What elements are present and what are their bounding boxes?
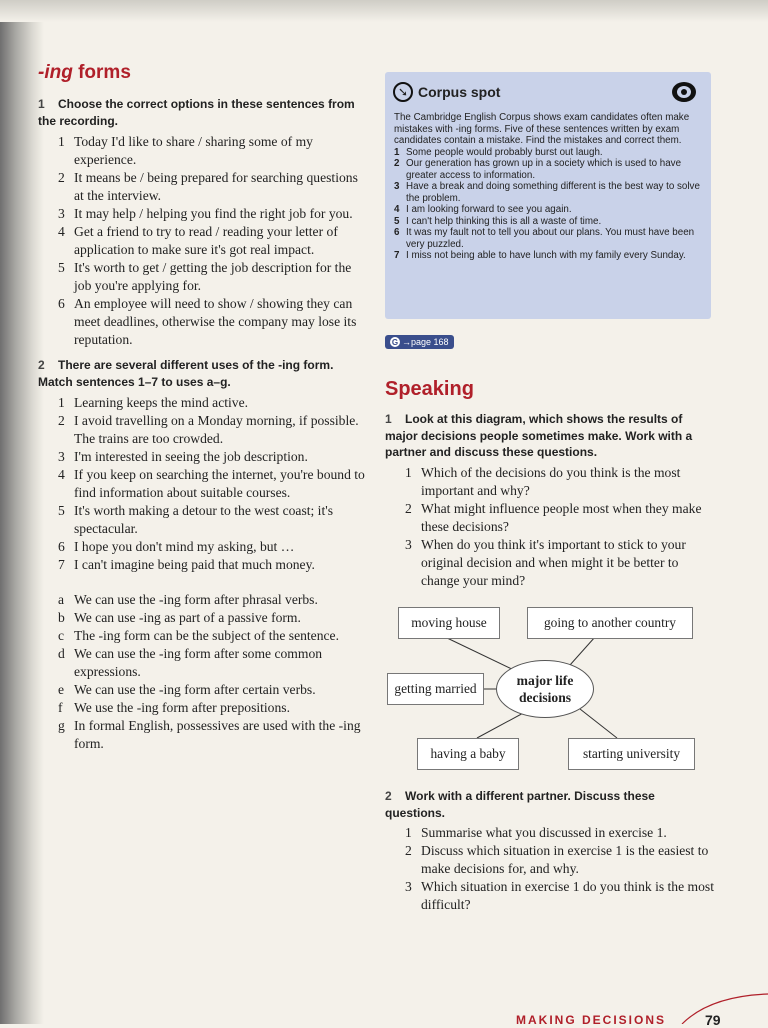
- item-number: 5: [58, 503, 65, 518]
- item-number: 1: [394, 146, 400, 158]
- item-text: Which situation in exercise 1 do you think is the most difficult?: [421, 879, 714, 912]
- center-line-1: major life: [516, 673, 574, 688]
- starting-university-box: [568, 738, 695, 770]
- item-number: e: [58, 682, 65, 697]
- list-item: [38, 205, 368, 223]
- item-number: 5: [58, 260, 65, 275]
- moving-house-box: [398, 607, 500, 639]
- list-item: [38, 169, 368, 205]
- ing-forms-column: [38, 62, 368, 753]
- item-text: When do you think it's important to stick to your original decision and when might it be better to change your mind?: [421, 536, 686, 588]
- decisions-diagram: [385, 605, 705, 773]
- list-item: [38, 466, 368, 502]
- footer-curve: [680, 992, 768, 1024]
- list-item: [394, 204, 706, 216]
- list-item: [38, 295, 368, 349]
- item-text: Today I'd like to share / sharing some of my experience.: [74, 134, 313, 167]
- item-number: 4: [58, 224, 65, 239]
- center-line-2: decisions: [518, 690, 572, 705]
- ing-title-prefix: -ing: [38, 62, 73, 83]
- item-number: 3: [405, 879, 412, 894]
- exercise-number: 2: [38, 358, 45, 372]
- instruction-text: Work with a different partner. Discuss these questions.: [385, 789, 655, 820]
- list-item: [385, 536, 715, 590]
- ing-exercise-1: [38, 96, 368, 349]
- page-top-shadow: [0, 0, 768, 22]
- list-item: [394, 158, 706, 181]
- having-baby-label: having a baby: [430, 746, 506, 761]
- item-text: Learning keeps the mind active.: [74, 395, 249, 410]
- item-number: 2: [58, 170, 65, 185]
- corpus-body: [394, 112, 706, 262]
- item-number: 2: [58, 413, 65, 428]
- moving-house-label: moving house: [411, 615, 487, 630]
- speaking-ex1-list: [385, 464, 715, 590]
- ing-ex1-instruction: [38, 96, 368, 129]
- list-item: [38, 556, 368, 574]
- item-number: 7: [394, 250, 400, 261]
- speaking-ex1-instruction: [385, 411, 715, 461]
- item-text: I hope you don't mind my asking, but …: [74, 539, 295, 554]
- list-item: [38, 538, 368, 556]
- item-number: 1: [405, 825, 412, 840]
- list-item: [394, 147, 706, 159]
- item-number: 2: [405, 843, 412, 858]
- item-number: 3: [58, 206, 65, 221]
- starting-university-label: starting university: [582, 746, 681, 761]
- speaking-exercise-2: [385, 788, 715, 914]
- item-text: In formal English, possessives are used with the -ing form.: [74, 718, 361, 751]
- list-item: [38, 717, 368, 753]
- item-number: 3: [405, 536, 412, 552]
- speaking-ex2-instruction: [385, 788, 715, 821]
- list-item: [38, 502, 368, 538]
- item-text: What might influence people most when they make these decisions?: [421, 500, 702, 534]
- having-baby-box: [417, 738, 519, 770]
- item-text: Get a friend to try to read / reading your letter of application to make sure it's got real impact.: [74, 224, 338, 257]
- list-item: [385, 464, 715, 500]
- corpus-spot-box: [385, 72, 711, 319]
- ing-forms-heading: [38, 62, 368, 84]
- item-number: b: [58, 610, 65, 625]
- list-item: [38, 259, 368, 295]
- eye-icon: [669, 80, 699, 104]
- item-text: An employee will need to show / showing they can meet deadlines, otherwise the company may lose its reputation.: [74, 296, 357, 347]
- item-number: 1: [405, 464, 412, 480]
- ing-ex1-list: [38, 133, 368, 349]
- list-item: [38, 591, 368, 609]
- list-item: [394, 227, 706, 250]
- item-number: 2: [405, 500, 412, 516]
- item-number: c: [58, 628, 65, 643]
- getting-married-label: getting married: [394, 681, 477, 696]
- major-life-decisions-node: [496, 660, 594, 718]
- ing-ex2-list: [38, 394, 368, 574]
- ing-title-suffix: forms: [72, 62, 131, 83]
- item-text: It was my fault not to tell you about our plans. You must have been very puzzled.: [406, 227, 695, 250]
- list-item: [385, 842, 715, 878]
- page-number: 79: [705, 1012, 721, 1028]
- ing-exercise-2: [38, 357, 368, 753]
- item-text: If you keep on searching the internet, you're bound to find information about suitable courses.: [74, 467, 365, 500]
- list-item: [385, 878, 715, 914]
- item-text: Discuss which situation in exercise 1 is the easiest to make decisions for, and why.: [421, 843, 709, 876]
- item-number: 6: [58, 296, 65, 311]
- page-link-label: page 168: [411, 337, 449, 347]
- item-number: 3: [394, 181, 400, 192]
- item-text: I am looking forward to see you again.: [406, 204, 572, 215]
- item-text: We can use the -ing form after certain verbs.: [74, 682, 316, 697]
- instruction-text: There are several different uses of the -ing form. Match sentences 1–7 to uses a–g.: [38, 358, 334, 389]
- list-item: [38, 223, 368, 259]
- list-item: [38, 133, 368, 169]
- item-text: Have a break and doing something different is the best way to solve the problem.: [406, 181, 700, 204]
- list-item: [38, 681, 368, 699]
- item-text: The -ing form can be the subject of the sentence.: [74, 628, 339, 643]
- item-text: It means be / being prepared for searching questions at the interview.: [74, 170, 358, 203]
- item-text: Which of the decisions do you think is the most important and why?: [421, 464, 681, 498]
- item-number: 1: [58, 395, 65, 410]
- ing-ex2-instruction: [38, 357, 368, 390]
- item-number: 7: [58, 557, 65, 572]
- list-item: [38, 412, 368, 448]
- list-item: [394, 250, 706, 262]
- instruction-text: Look at this diagram, which shows the results of major decisions people sometimes make. Work with a partner and discuss these questions.: [385, 412, 693, 459]
- speaking-section: [385, 378, 715, 590]
- item-text: Some people would probably burst out laugh.: [406, 146, 603, 158]
- another-country-box: [527, 607, 693, 639]
- item-number: 3: [58, 449, 65, 464]
- list-item: [394, 216, 706, 228]
- corpus-list: [394, 147, 706, 262]
- item-number: 6: [58, 539, 65, 554]
- list-item: [394, 181, 706, 204]
- list-item: [38, 699, 368, 717]
- ing-ex2-uses-list: [38, 591, 368, 753]
- list-item: [38, 448, 368, 466]
- item-text: I can't imagine being paid that much money.: [74, 557, 315, 572]
- item-number: g: [58, 718, 65, 733]
- exercise-number: 1: [385, 412, 392, 426]
- item-number: 2: [394, 158, 400, 169]
- item-text: Our generation has grown up in a society which is used to have greater access to information.: [406, 158, 682, 181]
- item-text: Summarise what you discussed in exercise 1.: [421, 825, 667, 840]
- item-number: d: [58, 646, 65, 661]
- item-number: 4: [394, 204, 400, 215]
- item-text: I can't help thinking this is all a waste of time.: [406, 215, 602, 227]
- list-item: [385, 500, 715, 536]
- item-text: I avoid travelling on a Monday morning, if possible. The trains are too crowded.: [74, 413, 359, 446]
- corpus-title: Corpus spot: [418, 84, 501, 100]
- corpus-header: [393, 82, 500, 102]
- item-text: We can use the -ing form after phrasal verbs.: [74, 592, 318, 607]
- arrow-circle-icon: ➘: [393, 82, 413, 102]
- item-text: I'm interested in seeing the job description.: [74, 449, 308, 464]
- grammar-g-icon: G: [391, 337, 399, 347]
- list-item: [38, 394, 368, 412]
- item-number: 5: [394, 215, 400, 227]
- item-text: We use the -ing form after prepositions.: [74, 700, 290, 715]
- running-footer: MAKING DECISIONS: [516, 1013, 667, 1027]
- item-text: I miss not being able to have lunch with my family every Sunday.: [406, 250, 686, 261]
- speaking-heading: Speaking: [385, 378, 474, 400]
- exercise-number: 2: [385, 789, 392, 803]
- list-item: [38, 627, 368, 645]
- item-text: It may help / helping you find the right job for you.: [74, 206, 353, 221]
- item-number: a: [58, 592, 65, 607]
- item-number: 1: [58, 134, 65, 149]
- item-number: 6: [394, 227, 400, 238]
- item-text: It's worth to get / getting the job description for the job you're applying for.: [74, 260, 352, 293]
- item-text: We can use the -ing form after some common expressions.: [74, 646, 323, 679]
- list-item: [38, 645, 368, 681]
- instruction-text: Choose the correct options in these sentences from the recording.: [38, 97, 355, 128]
- arrow-right-icon: →: [402, 337, 411, 347]
- corpus-intro: The Cambridge English Corpus shows exam candidates often make mistakes with -ing forms. Five of these sentences written by exam candidates contain a mistake. Find the mistakes and correct them.: [394, 112, 690, 146]
- getting-married-box: [387, 673, 484, 705]
- item-text: We can use -ing as part of a passive form.: [74, 610, 301, 625]
- item-text: It's worth making a detour to the west coast; it's spectacular.: [74, 503, 333, 536]
- another-country-label: going to another country: [543, 615, 677, 630]
- exercise-number: 1: [38, 97, 45, 111]
- item-number: 4: [58, 467, 65, 482]
- speaking-ex2-list: [385, 824, 715, 914]
- list-item: [38, 609, 368, 627]
- grammar-page-link[interactable]: [385, 335, 454, 349]
- list-item: [385, 824, 715, 842]
- item-number: f: [58, 700, 63, 715]
